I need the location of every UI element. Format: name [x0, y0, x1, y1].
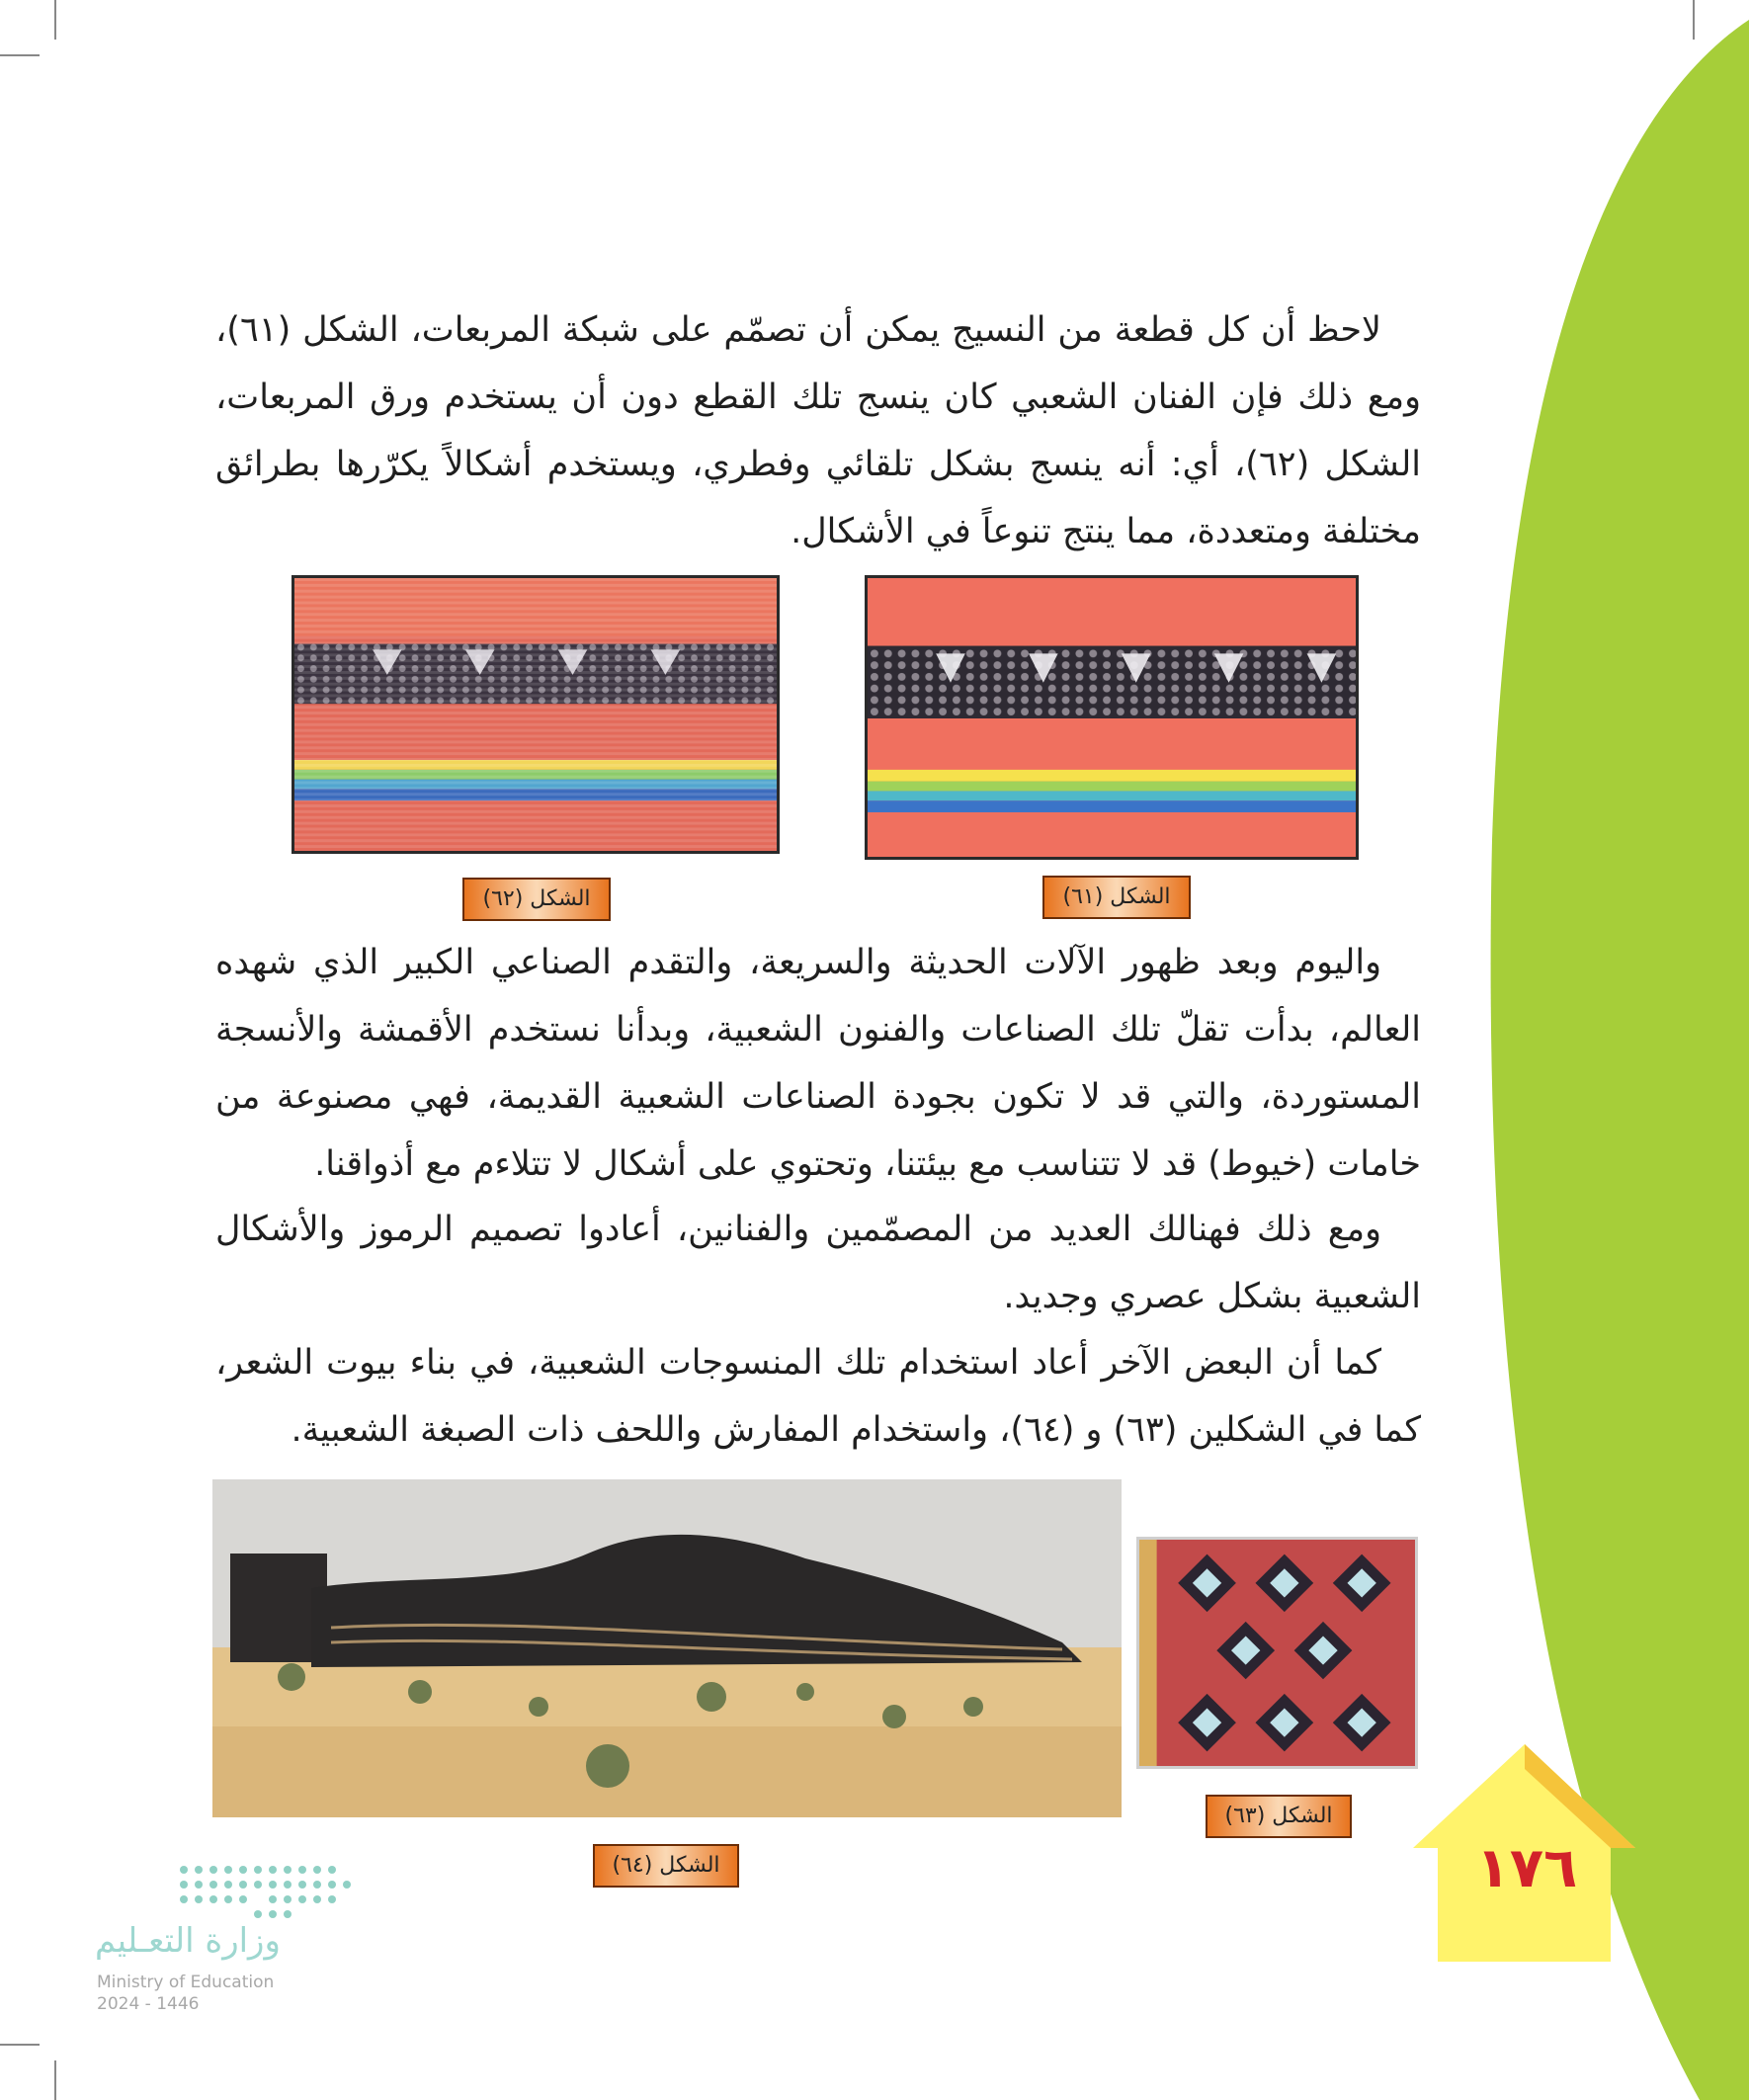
- ministry-name-english: Ministry of Education: [97, 1973, 275, 1992]
- ministry-name-arabic: وزارة التعـليم: [95, 1921, 281, 1961]
- crop-mark: [54, 0, 56, 40]
- figure-63-caption: الشكل (٦٣): [1206, 1795, 1352, 1838]
- crop-mark: [54, 2060, 56, 2100]
- ministry-year: 2024 - 1446: [97, 1994, 200, 2014]
- paragraph-intro: [215, 296, 1421, 565]
- paragraph-reuse: [215, 1329, 1421, 1464]
- ministry-logo-icon: [174, 1860, 352, 1919]
- paragraph-text: لاحظ أن كل قطعة من النسيج يمكن أن تصمّم على شبكة المربعات، الشكل (٦١)، ومع ذلك فإن الفنان الشعبي كان ينسج تلك القطع دون أن يستخدم ورق المربعات، الشكل (٦٢)، أي: أنه ينسج بشكل تلقائي وفطري، ويستخدم أشكالاً يكرّرها بطرائق مختلفة ومتعددة، مما ينتج تنوعاً في الأشكال.: [215, 310, 1421, 551]
- figure-62-weave: [292, 575, 780, 854]
- page-number: ١٧٦: [1475, 1836, 1578, 1900]
- figure-64-tent: [212, 1479, 1122, 1817]
- figure-62-caption: الشكل (٦٢): [462, 878, 611, 921]
- figure-61-caption: الشكل (٦١): [1042, 876, 1191, 919]
- paragraph-modern-industry: [215, 929, 1421, 1198]
- figure-61-weave: [865, 575, 1359, 860]
- crop-mark: [0, 2044, 40, 2046]
- weave-pattern-image: [868, 578, 1356, 857]
- figure-63-rug: [1136, 1537, 1418, 1769]
- crop-mark: [0, 54, 40, 56]
- paragraph-designers: [215, 1196, 1421, 1330]
- rug-image: [1139, 1540, 1415, 1766]
- paragraph-text: واليوم وبعد ظهور الآلات الحديثة والسريعة، والتقدم الصناعي الكبير الذي شهده العالم، بدأت تقلّ تلك الصناعات والفنون الشعبية، وبدأنا نستخدم الأقمشة والأنسجة المستوردة، والتي قد لا تكون بجودة الصناعات الشعبية القديمة، فهي مصنوعة من خامات (خيوط) قد لا تتناسب مع بيئتنا، وتحتوي على أشكال لا تتلاءم مع أذواقنا.: [215, 943, 1421, 1184]
- tent-image: [212, 1479, 1122, 1817]
- paragraph-text: كما أن البعض الآخر أعاد استخدام تلك المنسوجات الشعبية، في بناء بيوت الشعر، كما في الشكلين (٦٣) و (٦٤)، واستخدام المفارش واللحف ذات الصبغة الشعبية.: [215, 1343, 1421, 1450]
- figure-64-caption: الشكل (٦٤): [593, 1844, 739, 1888]
- paragraph-text: ومع ذلك فهنالك العديد من المصمّمين والفنانين، أعادوا تصميم الرموز والأشكال الشعبية بشكل عصري وجديد.: [215, 1210, 1421, 1316]
- weave-pattern-image: [294, 578, 777, 851]
